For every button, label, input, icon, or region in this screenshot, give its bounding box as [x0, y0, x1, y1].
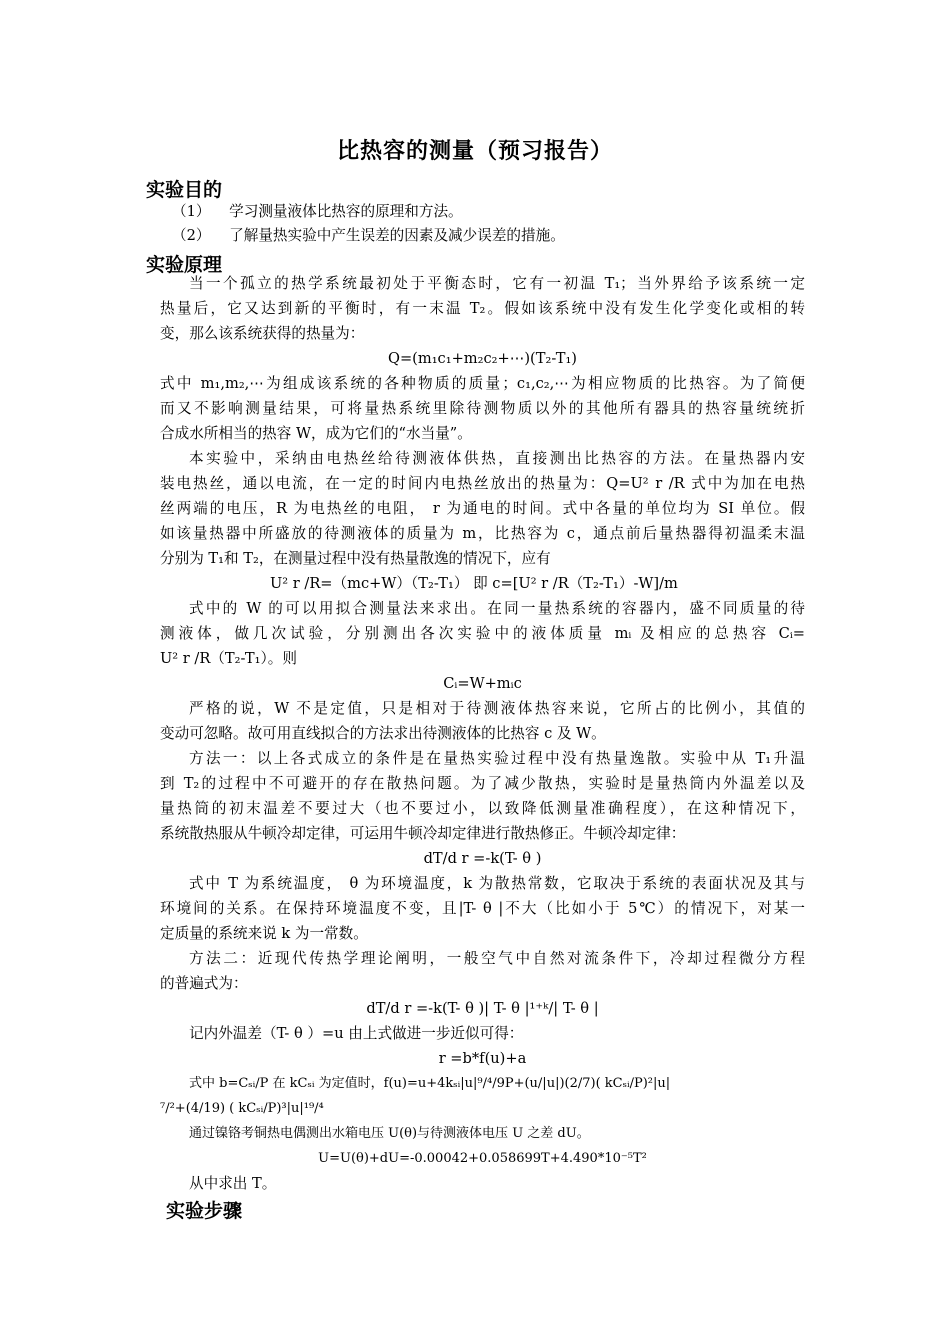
- section-heading-principle: 实验原理: [146, 254, 223, 276]
- paragraph-line: 合成水所相当的热容 W，成为它们的“水当量”。: [160, 425, 472, 442]
- paragraph-line: 而又不影响测量结果，可将量热系统里除待测物质以外的其他所有器具的热容量统统折: [160, 400, 805, 417]
- paragraph-line: 量热筒的初末温差不要过大（也不要过小，以致降低测量准确程度），在这种情况下，: [160, 800, 805, 817]
- paragraph-line: 从中求出 T。: [189, 1175, 277, 1192]
- paragraph-line: 式中 m₁,m₂,⋯为组成该系统的各种物质的质量；c₁,c₂,⋯为相应物质的比热容。为了简便: [160, 375, 805, 392]
- paragraph-line: 丝两端的电压，R 为电热丝的电阻， r 为通电的时间。式中各量的单位均为 SI 单位。假: [160, 500, 805, 517]
- paragraph-line: 方法一：以上各式成立的条件是在量热实验过程中没有热量逸散。实验中从 T₁升温: [189, 750, 805, 767]
- paragraph-line: 变，那么该系统获得的热量为：: [160, 325, 365, 342]
- paragraph-line: 热量后，它又达到新的平衡时，有一末温 T₂。假如该系统中没有发生化学变化或相的转: [160, 300, 805, 317]
- equation-heat: Q=(m₁c₁+m₂c₂+⋯)(T₂-T₁): [387, 350, 578, 367]
- paragraph-line: 方法二：近现代传热学理论阐明，一般空气中自然对流条件下，冷却过程微分方程: [189, 950, 805, 967]
- paragraph-line: 的普遍式为：: [160, 975, 248, 992]
- paragraph-line: 严格的说，W 不是定值，只是相对于待测液体热容来说，它所占的比例小，其值的: [189, 700, 805, 717]
- equation-fit: Cᵢ=W+mᵢc: [443, 675, 522, 692]
- paragraph-line: 当一个孤立的热学系统最初处于平衡态时，它有一初温 T₁；当外界给予该系统一定: [189, 275, 805, 292]
- paragraph-line: ⁷/²+(4/19) ( kCₛᵢ/P)³|u|¹⁹/⁴: [160, 1101, 324, 1116]
- paragraph-line: U² r /R（T₂-T₁）。则: [160, 650, 297, 667]
- paragraph-line: 式中 T 为系统温度， θ 为环境温度，k 为散热常数，它取决于系统的表面状况及其与: [189, 875, 805, 892]
- purpose-item-number: （2）: [172, 227, 211, 244]
- section-heading-steps: 实验步骤: [166, 1200, 243, 1222]
- paragraph-line: 到 T₂的过程中不可避开的存在散热问题。为了减少散热，实验时是量热筒内外温差以及: [160, 775, 805, 792]
- paragraph-line: 分别为 T₁和 T₂，在测量过程中没有热量散逸的情况下，应有: [160, 550, 551, 567]
- paragraph-line: 测液体，做几次试验，分别测出各次实验中的液体质量 mᵢ 及相应的总热容 Cᵢ=: [160, 625, 805, 642]
- paragraph-line: 通过镍铬考铜热电偶测出水箱电压 U(θ)与待测液体电压 U 之差 dU。: [189, 1126, 590, 1141]
- paragraph-line: 如该量热器中所盛放的待测液体的质量为 m，比热容为 c，通点前后量热器得初温柔末温: [160, 525, 805, 542]
- equation-newton-cooling: dT/d r =-k(T- θ ): [423, 850, 542, 867]
- purpose-item-text: 学习测量液体比热容的原理和方法。: [229, 203, 463, 220]
- section-heading-purpose: 实验目的: [146, 179, 223, 201]
- paragraph-line: 定质量的系统来说 k 为一常数。: [160, 925, 368, 942]
- paragraph-line: 式中的 W 的可以用拟合测量法来求出。在同一量热系统的容器内，盛不同质量的待: [189, 600, 805, 617]
- paragraph-line: 系统散热服从牛顿冷却定律，可运用牛顿冷却定律进行散热修正。牛顿冷却定律：: [160, 825, 686, 842]
- paragraph-line: 环境间的关系。在保持环境温度不变，且|T- θ |不大（比如小于 5℃）的情况下，对某一: [160, 900, 805, 917]
- purpose-item-text: 了解量热实验中产生误差的因素及减少误差的措施。: [229, 227, 565, 244]
- paragraph-line: 装电热丝，通以电流，在一定的时间内电热丝放出的热量为：Q=U² r /R 式中为加在电热: [160, 475, 805, 492]
- purpose-item-2: [172, 224, 565, 248]
- paragraph-line: 本实验中，采纳由电热丝给待测液体供热，直接测出比热容的方法。在量热器内安: [189, 450, 805, 467]
- equation-thermocouple: U=U(θ)+dU=-0.00042+0.058699T+4.490*10⁻⁵T²: [318, 1151, 647, 1166]
- document-title: 比热容的测量（预习报告）: [336, 139, 613, 164]
- equation-approx: r =b*f(u)+a: [438, 1050, 527, 1067]
- paragraph-line: 变动可忽略。故可用直线拟合的方法求出待测液体的比热容 c 及 W。: [160, 725, 606, 742]
- paragraph-line: 记内外温差（T- θ ）=u 由上式做进一步近似可得：: [189, 1025, 524, 1042]
- equation-specific-heat: U² r /R=（mc+W）（T₂-T₁） 即 c=[U² r /R（T₂-T₁）-W]/m: [270, 575, 678, 592]
- purpose-item-number: （1）: [172, 203, 211, 220]
- paragraph-line: 式中 b=Cₛᵢ/P 在 kCₛᵢ 为定值时，f(u)=u+4kₛᵢ|u|⁹/⁴/9P+(u/|u|)(2/7)( kCₛᵢ/P)²|u|: [189, 1076, 671, 1091]
- purpose-item-1: [172, 200, 463, 224]
- equation-cooling-general: dT/d r =-k(T- θ )| T- θ |¹⁺ᵏ/| T- θ |: [366, 1000, 599, 1017]
